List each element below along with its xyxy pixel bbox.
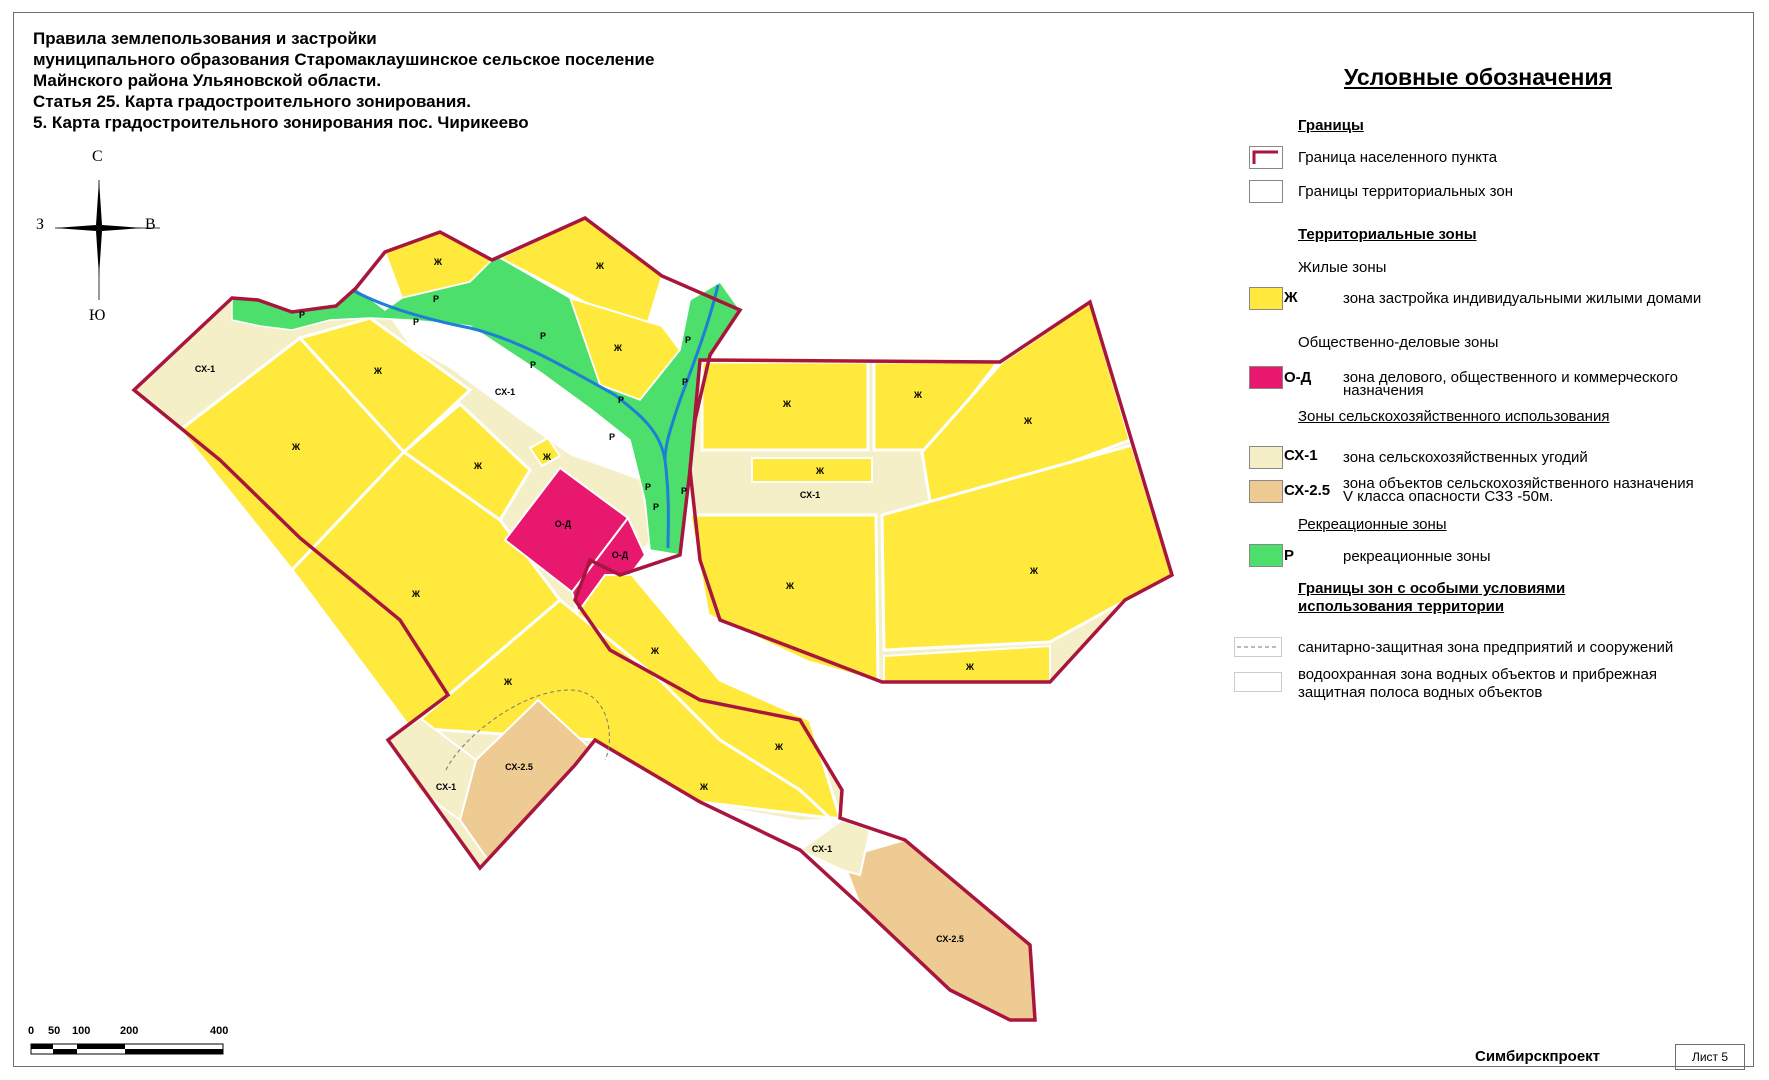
legend-boundaries-title: Границы: [1298, 117, 1364, 134]
legend-agri-title: Зоны сельскохозяйственного использования: [1298, 408, 1610, 425]
scale-tick-0: 0: [28, 1025, 35, 1037]
label-sx1-2: СХ-1: [494, 387, 516, 397]
label-sx1-3: СХ-1: [799, 490, 821, 500]
label-zh-4: Ж: [373, 366, 383, 376]
legend-residential-title: Жилые зоны: [1298, 259, 1387, 276]
legend-sx1-code: СХ-1: [1284, 447, 1318, 464]
legend-od-text-1: зона делового, общественного и коммерческого: [1343, 369, 1679, 386]
legend-special-title-1: Границы зон с особыми условиями: [1298, 580, 1566, 597]
label-zh-10: Ж: [650, 646, 660, 656]
label-sx25-2: СХ-2.5: [936, 934, 964, 944]
legend-od-code: О-Д: [1284, 369, 1312, 386]
legend-r-code: Р: [1284, 547, 1295, 564]
label-zh-13: Ж: [782, 399, 792, 409]
label-r-12: Р: [680, 486, 688, 496]
scale-tick-100: 100: [72, 1025, 91, 1037]
label-zh-14: Ж: [913, 390, 923, 400]
r-swatch: [1249, 544, 1283, 567]
compass-north: С: [92, 148, 103, 165]
legend-heading: Условные обозначения: [1344, 64, 1613, 90]
label-zh-1: Ж: [433, 257, 443, 267]
label-zh-12: Ж: [699, 782, 709, 792]
label-zh-19: Ж: [965, 662, 975, 672]
label-zh-15: Ж: [1023, 416, 1033, 426]
legend-rec-title: Рекреационные зоны: [1298, 516, 1447, 533]
title-line-3: Майнского района Ульяновской области.: [33, 71, 382, 90]
water-zone-swatch: [1234, 672, 1282, 692]
label-zh-11: Ж: [774, 742, 784, 752]
legend-water-text-2: защитная полоса водных объектов: [1298, 684, 1543, 701]
sx1-swatch: [1249, 446, 1283, 469]
label-r-8: Р: [617, 395, 625, 405]
zh-zone-right-4[interactable]: [690, 515, 878, 682]
label-r-4: Р: [539, 331, 547, 341]
scale-tick-50: 50: [48, 1025, 61, 1037]
label-od-2: О-Д: [611, 550, 629, 560]
legend-od-text-2: назначения: [1343, 382, 1424, 399]
scale-bar-graphic: [30, 1042, 230, 1058]
scale-tick-400: 400: [210, 1025, 229, 1037]
label-r-9: Р: [608, 432, 616, 442]
szz-swatch: [1234, 637, 1282, 657]
label-r-1: Р: [298, 310, 306, 320]
label-r-2: Р: [432, 294, 440, 304]
label-zh-7: Ж: [542, 452, 552, 462]
compass-east: В: [145, 216, 156, 233]
legend-terr-title: Территориальные зоны: [1298, 226, 1477, 243]
label-zh-9: Ж: [503, 677, 513, 687]
sx25-swatch: [1249, 480, 1283, 503]
title-line-5: 5. Карта градостроительного зонирования пос. Чирикеево: [33, 113, 529, 132]
title-line-4: Статья 25. Карта градостроительного зонирования.: [33, 92, 471, 111]
legend-boundary-settlement: Граница населенного пункта: [1298, 149, 1498, 166]
label-zh-17: Ж: [785, 581, 795, 591]
label-r-11: Р: [652, 502, 660, 512]
legend-sx25-code: СХ-2.5: [1284, 482, 1331, 499]
legend-public-title: Общественно-деловые зоны: [1298, 334, 1499, 351]
label-zh-6: Ж: [473, 461, 483, 471]
sx1-zone-tail[interactable]: [800, 820, 870, 875]
sheet-number: Лист 5: [1675, 1044, 1745, 1070]
label-sx1-5: СХ-1: [811, 844, 833, 854]
label-r-5: Р: [529, 360, 537, 370]
od-swatch: [1249, 366, 1283, 389]
zone-boundary-swatch: [1249, 180, 1283, 203]
label-zh-18: Ж: [1029, 566, 1039, 576]
compass-west: З: [36, 216, 45, 233]
label-zh-3: Ж: [613, 343, 623, 353]
scale-tick-200: 200: [120, 1025, 139, 1037]
compass-south: Ю: [89, 307, 106, 324]
label-r-6: Р: [684, 335, 692, 345]
zh-zone-right-strip[interactable]: [752, 458, 872, 482]
label-r-10: Р: [644, 482, 652, 492]
title-line-1: Правила землепользования и застройки: [33, 29, 377, 48]
label-sx1-4: СХ-1: [435, 782, 457, 792]
legend-special-title-2: использования территории: [1298, 598, 1505, 615]
label-r-3: Р: [412, 317, 420, 327]
legend-zh-code: Ж: [1284, 289, 1298, 306]
title-line-2: муниципального образования Старомаклаушинское сельское поселение: [33, 50, 655, 69]
label-sx25-1: СХ-2.5: [505, 762, 533, 772]
label-zh-16: Ж: [815, 466, 825, 476]
label-r-7: Р: [681, 377, 689, 387]
legend-szz-text: санитарно-защитная зона предприятий и сооружений: [1298, 639, 1674, 656]
legend-zh-text: зона застройка индивидуальными жилыми домами: [1343, 290, 1702, 307]
legend-sx25-text-2: V класса опасности СЗЗ -50м.: [1343, 488, 1554, 505]
label-sx1-1: СХ-1: [194, 364, 216, 374]
settlement-boundary-swatch: [1249, 146, 1283, 169]
zh-swatch: [1249, 287, 1283, 310]
label-zh-2: Ж: [595, 261, 605, 271]
label-zh-5: Ж: [291, 442, 301, 452]
legend-water-text-1: водоохранная зона водных объектов и прибрежная: [1298, 666, 1657, 683]
organization-name: Симбирскпроект: [1475, 1048, 1601, 1065]
legend-boundary-zones: Границы территориальных зон: [1298, 183, 1514, 200]
legend-sx1-text: зона сельскохозяйственных угодий: [1343, 449, 1588, 466]
legend-sx25-text-1: зона объектов сельскохозяйственного назначения: [1343, 475, 1694, 492]
label-zh-8: Ж: [411, 589, 421, 599]
legend-r-text: рекреационные зоны: [1343, 548, 1491, 565]
label-od-1: О-Д: [554, 519, 572, 529]
